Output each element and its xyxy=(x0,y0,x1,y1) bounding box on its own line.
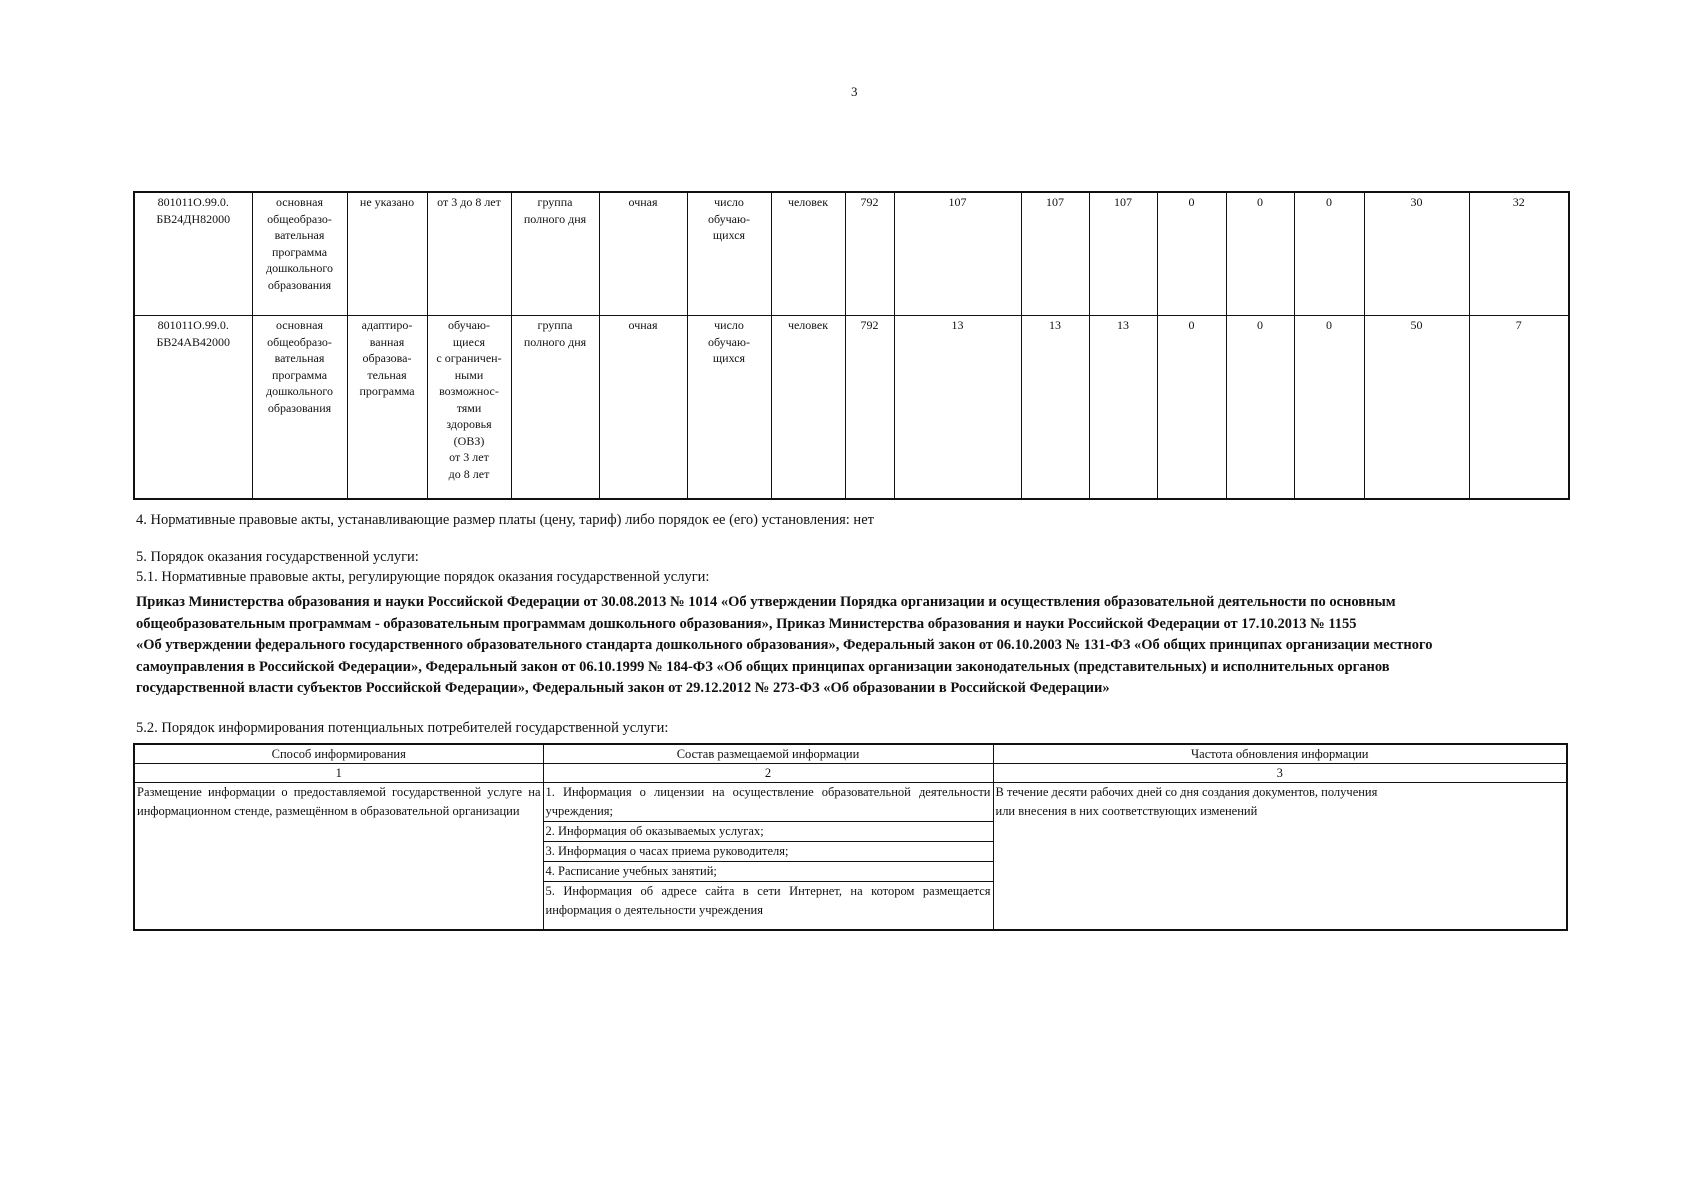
unit-cell: человек xyxy=(771,192,845,316)
header-method: Способ информирования xyxy=(134,744,543,764)
value-cell-3: 107 xyxy=(1089,192,1157,316)
informing-method: Размещение информации о предоставляемой государственной услуге на информационном стенде, размещённом в образовательной организации xyxy=(134,783,543,931)
value-cell-2: 107 xyxy=(1021,192,1089,316)
table-row xyxy=(134,192,1569,316)
header-content: Состав размещаемой информации xyxy=(543,744,993,764)
page-number: 3 xyxy=(851,84,858,99)
legal-line: Приказ Министерства образования и науки Российской Федерации от 30.08.2013 № 1014 «Об утверждении Порядка организации и осуществления образовательной деятельности по основным xyxy=(136,594,1396,610)
legal-line: самоуправления в Российской Федерации», Федеральный закон от 06.10.1999 № 184-ФЗ «Об общих принципах организации законодательных (представительных) и исполнительных органов xyxy=(136,658,1390,675)
section-5-1-heading: 5.1. Нормативные правовые акты, регулирующие порядок оказания государственной услуги: xyxy=(136,569,710,585)
form-cell: очная xyxy=(599,192,687,316)
unit-cell: человек xyxy=(771,316,845,500)
section-5-heading: 5. Порядок оказания государственной услуги: xyxy=(136,549,419,565)
content-item: 3. Информация о часах приема руководителя; xyxy=(544,842,993,862)
value-cell-8: 7 xyxy=(1469,316,1569,500)
legal-line: общеобразовательным программам - образовательным программам дошкольного образования», Приказ Министерства образования и науки Российской Федерации от 17.10.2013 № 1155 xyxy=(136,615,1357,632)
section-5-2-heading: 5.2. Порядок информирования потенциальных потребителей государственной услуги: xyxy=(136,720,669,736)
indicator-cell: число обучаю- щихся xyxy=(687,192,771,316)
service-volume-table xyxy=(133,191,1570,500)
value-cell-6: 0 xyxy=(1294,192,1364,316)
legal-line: «Об утверждении федерального государственного образовательного стандарта дошкольного образования», Федеральный закон от 06.10.2003 № 131-ФЗ «Об общих принципах организации местного xyxy=(136,637,1433,653)
group-cell: группа полного дня xyxy=(511,316,599,500)
registry-number-cell: 801011О.99.0. БВ24АВ42000 xyxy=(134,316,252,500)
program-cell: основная общеобразо- вательная программа дошкольного образования xyxy=(252,192,347,316)
column-number: 1 xyxy=(134,764,543,783)
value-cell-7: 30 xyxy=(1364,192,1469,316)
value-cell-5: 0 xyxy=(1226,192,1294,316)
form-cell: очная xyxy=(599,316,687,500)
column-number: 3 xyxy=(993,764,1567,783)
section-4-text: 4. Нормативные правовые акты, устанавливающие размер платы (цену, тариф) либо порядок ее (его) установления: нет xyxy=(136,512,874,528)
update-frequency xyxy=(993,783,1567,931)
content-item: 4. Расписание учебных занятий; xyxy=(544,862,993,882)
content-item: 1. Информация о лицензии на осуществление образовательной деятельности учреждения; xyxy=(544,783,993,822)
table-row xyxy=(134,316,1569,500)
informing-content xyxy=(543,783,993,931)
value-cell-3: 13 xyxy=(1089,316,1157,500)
value-cell-2: 13 xyxy=(1021,316,1089,500)
value-cell-1: 13 xyxy=(894,316,1021,500)
program-type-cell: не указано xyxy=(347,192,427,316)
value-cell-7: 50 xyxy=(1364,316,1469,500)
informing-table xyxy=(133,743,1568,931)
column-number: 2 xyxy=(543,764,993,783)
value-cell-6: 0 xyxy=(1294,316,1364,500)
okei-code-cell: 792 xyxy=(845,192,894,316)
header-frequency: Частота обновления информации xyxy=(993,744,1567,764)
value-cell-4: 0 xyxy=(1157,192,1226,316)
frequency-line: В течение десяти рабочих дней со дня создания документов, получения xyxy=(995,785,1378,799)
content-item: 2. Информация об оказываемых услугах; xyxy=(544,822,993,842)
value-cell-5: 0 xyxy=(1226,316,1294,500)
value-cell-1: 107 xyxy=(894,192,1021,316)
content-item: 5. Информация об адресе сайта в сети Интернет, на котором размещается информация о деятельности учреждения xyxy=(545,884,991,917)
category-cell: от 3 до 8 лет xyxy=(427,192,511,316)
frequency-line: или внесения в них соответствующих изменений xyxy=(995,804,1258,818)
registry-number-cell: 801011О.99.0. БВ24ДН82000 xyxy=(134,192,252,316)
value-cell-4: 0 xyxy=(1157,316,1226,500)
program-cell: основная общеобразо- вательная программа дошкольного образования xyxy=(252,316,347,500)
category-cell: обучаю- щиеся с ограничен- ными возможнос- тями здоровья (ОВЗ) от 3 лет до 8 лет xyxy=(427,316,511,500)
legal-acts-text xyxy=(136,592,1576,700)
legal-line: государственной власти субъектов Российской Федерации», Федеральный закон от 29.12.2012 № 273-ФЗ «Об образовании в Российской Федерации» xyxy=(136,680,1110,696)
indicator-cell: число обучаю- щихся xyxy=(687,316,771,500)
value-cell-8: 32 xyxy=(1469,192,1569,316)
group-cell: группа полного дня xyxy=(511,192,599,316)
program-type-cell: адаптиро- ванная образова- тельная программа xyxy=(347,316,427,500)
okei-code-cell: 792 xyxy=(845,316,894,500)
